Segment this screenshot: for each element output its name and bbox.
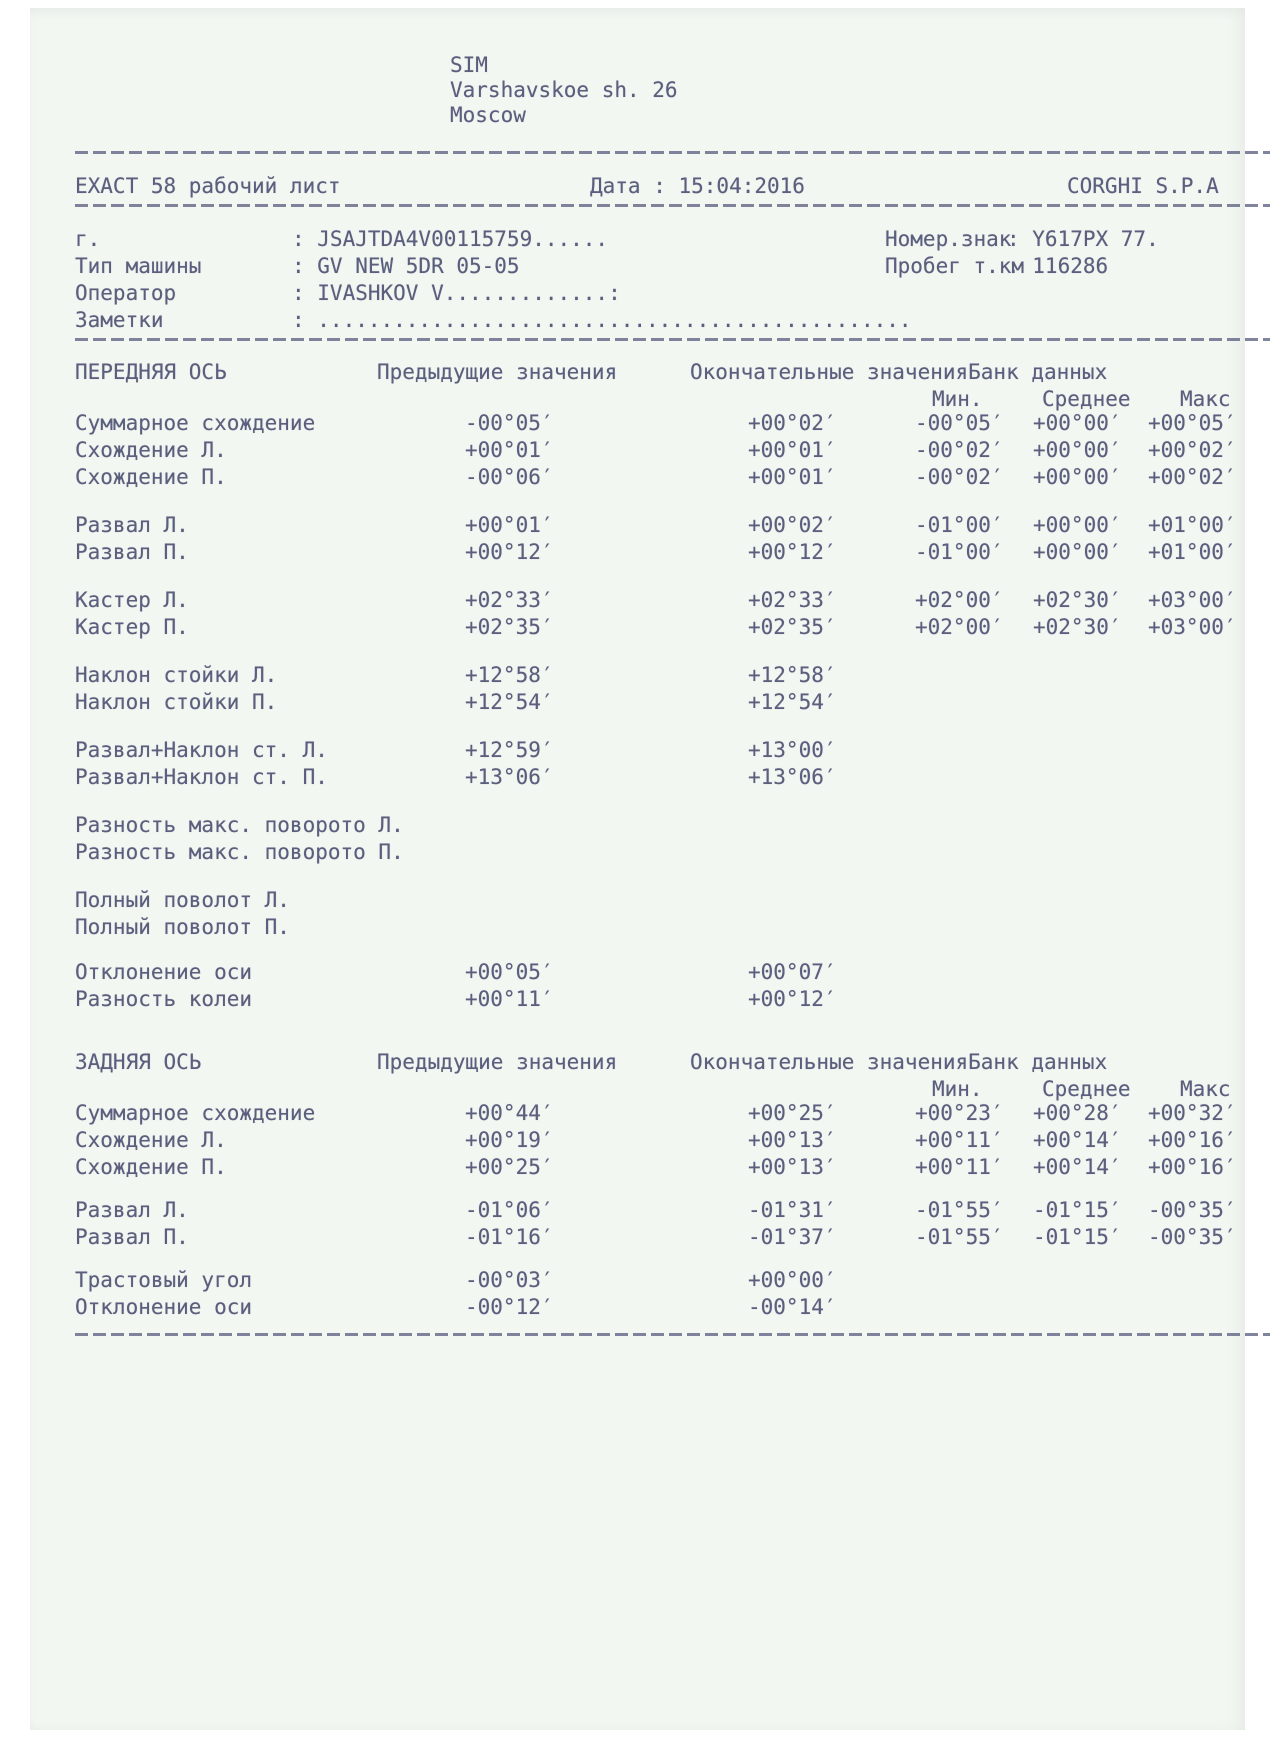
cell-prev: -01°06′ [465, 1198, 554, 1222]
front-axle-header [75, 360, 1245, 385]
cell-label: Развал П. [75, 540, 189, 564]
letterhead-address: Varshavskoe sh. 26 [450, 78, 678, 102]
table-row [75, 465, 1245, 490]
divider-line [75, 338, 1270, 341]
cell-label: Развал Л. [75, 513, 189, 537]
cell-label: Полный поволот П. [75, 915, 290, 939]
cell-avg: +00°28′ [1033, 1101, 1122, 1125]
cell-final: +00°01′ [748, 438, 837, 462]
mileage-label: Пробег т.км [885, 254, 1025, 278]
letterhead-city: Moscow [450, 103, 526, 127]
front-bank-subheader [75, 387, 1245, 412]
cell-final: +13°00′ [748, 738, 837, 762]
cell-prev: +00°11′ [465, 987, 554, 1011]
cell-prev: +00°44′ [465, 1101, 554, 1125]
cell-prev: +00°12′ [465, 540, 554, 564]
cell-final: +00°01′ [748, 465, 837, 489]
table-row [75, 840, 1245, 865]
cell-max: +00°05′ [1148, 411, 1237, 435]
cell-label: Отклонение оси [75, 960, 253, 984]
cell-avg: +00°00′ [1033, 411, 1122, 435]
cell-prev: -00°06′ [465, 465, 554, 489]
cell-label: Наклон стойки П. [75, 690, 278, 714]
table-row [75, 438, 1245, 463]
cell-final: +12°54′ [748, 690, 837, 714]
cell-max: -00°35′ [1148, 1225, 1237, 1249]
cell-max: +01°00′ [1148, 513, 1237, 537]
cell-final: +12°58′ [748, 663, 837, 687]
rear-axle-title: ЗАДНЯЯ ОСЬ [75, 1050, 202, 1074]
table-row [75, 588, 1245, 613]
cell-label: Трастовый угол [75, 1268, 253, 1292]
table-row [75, 411, 1245, 436]
cell-min: -01°00′ [915, 540, 1004, 564]
rear-bank-subheader [75, 1077, 1245, 1102]
cell-prev: +02°35′ [465, 615, 554, 639]
column-min: Мин. [932, 1077, 983, 1101]
cell-max: -00°35′ [1148, 1198, 1237, 1222]
divider-line [75, 204, 1270, 207]
cell-final: -01°37′ [748, 1225, 837, 1249]
cell-label: Кастер П. [75, 615, 189, 639]
table-row [75, 960, 1245, 985]
vehicle-row-type [75, 254, 1245, 279]
column-final-bank: Окончательные значенияБанк данных [690, 1050, 1108, 1074]
cell-prev: -01°16′ [465, 1225, 554, 1249]
cell-prev: +13°06′ [465, 765, 554, 789]
cell-final: +00°07′ [748, 960, 837, 984]
notes-value: : ............................................... [292, 308, 912, 332]
cell-min: +02°00′ [915, 588, 1004, 612]
table-row [75, 1198, 1245, 1223]
cell-avg: +00°00′ [1033, 540, 1122, 564]
cell-final: +00°12′ [748, 987, 837, 1011]
cell-label: Развал Л. [75, 1198, 189, 1222]
table-row [75, 915, 1245, 940]
cell-avg: -01°15′ [1033, 1225, 1122, 1249]
cell-final: -01°31′ [748, 1198, 837, 1222]
front-axle-title: ПЕРЕДНЯЯ ОСЬ [75, 360, 227, 384]
plate-label: Номер.знак [885, 227, 1012, 251]
divider-line [75, 151, 1270, 154]
cell-avg: +02°30′ [1033, 588, 1122, 612]
cell-prev: +00°25′ [465, 1155, 554, 1179]
cell-max: +00°02′ [1148, 438, 1237, 462]
column-final-bank: Окончательные значенияБанк данных [690, 360, 1108, 384]
cell-min: -01°55′ [915, 1225, 1004, 1249]
table-row [75, 1268, 1245, 1293]
cell-avg: +00°14′ [1033, 1128, 1122, 1152]
cell-label: Разность макс. поворото Л. [75, 813, 404, 837]
cell-prev: -00°03′ [465, 1268, 554, 1292]
cell-max: +00°16′ [1148, 1155, 1237, 1179]
notes-label: Заметки [75, 308, 164, 332]
cell-final: -00°14′ [748, 1295, 837, 1319]
operator-label: Оператор [75, 281, 177, 305]
cell-final: +02°35′ [748, 615, 837, 639]
document-title: EXACT 58 рабочий лист [75, 174, 341, 198]
cell-final: +00°13′ [748, 1155, 837, 1179]
cell-label: Полный поволот Л. [75, 888, 290, 912]
operator-value: : IVASHKOV V.............: [292, 281, 621, 305]
cell-prev: +00°01′ [465, 438, 554, 462]
column-prev-values: Предыдущие значения [377, 1050, 618, 1074]
brand-name: CORGHI S.P.A [1067, 174, 1219, 198]
column-avg: Среднее [1042, 387, 1131, 411]
column-min: Мин. [932, 387, 983, 411]
table-row [75, 987, 1245, 1012]
cell-avg: +00°00′ [1033, 465, 1122, 489]
table-row [75, 765, 1245, 790]
cell-label: Развал П. [75, 1225, 189, 1249]
table-row [75, 1128, 1245, 1153]
cell-label: Наклон стойки Л. [75, 663, 278, 687]
cell-label: Схождение П. [75, 465, 227, 489]
cell-min: -00°05′ [915, 411, 1004, 435]
machine-type-label: Тип машины [75, 254, 202, 278]
cell-min: -01°55′ [915, 1198, 1004, 1222]
table-row [75, 513, 1245, 538]
column-max: Макс [1180, 387, 1231, 411]
cell-prev: +00°19′ [465, 1128, 554, 1152]
column-avg: Среднее [1042, 1077, 1131, 1101]
cell-label: Схождение П. [75, 1155, 227, 1179]
divider-line [75, 1333, 1270, 1336]
cell-min: +00°11′ [915, 1128, 1004, 1152]
cell-max: +00°02′ [1148, 465, 1237, 489]
cell-label: Суммарное схождение [75, 1101, 316, 1125]
cell-avg: +00°00′ [1033, 438, 1122, 462]
cell-max: +00°32′ [1148, 1101, 1237, 1125]
cell-label: Кастер Л. [75, 588, 189, 612]
rear-axle-header [75, 1050, 1245, 1075]
cell-min: +02°00′ [915, 615, 1004, 639]
vehicle-row-notes [75, 308, 1245, 333]
cell-min: +00°11′ [915, 1155, 1004, 1179]
cell-avg: +02°30′ [1033, 615, 1122, 639]
cell-prev: +12°58′ [465, 663, 554, 687]
cell-prev: +12°54′ [465, 690, 554, 714]
cell-min: -00°02′ [915, 438, 1004, 462]
cell-label: Суммарное схождение [75, 411, 316, 435]
table-row [75, 540, 1245, 565]
cell-max: +03°00′ [1148, 615, 1237, 639]
table-row [75, 1295, 1245, 1320]
cell-final: +00°02′ [748, 411, 837, 435]
cell-avg: -01°15′ [1033, 1198, 1122, 1222]
table-row [75, 1225, 1245, 1250]
cell-avg: +00°14′ [1033, 1155, 1122, 1179]
cell-avg: +00°00′ [1033, 513, 1122, 537]
cell-label: Разность макс. поворото П. [75, 840, 404, 864]
cell-min: -01°00′ [915, 513, 1004, 537]
table-row [75, 615, 1245, 640]
cell-min: +00°23′ [915, 1101, 1004, 1125]
plate-value: : Y617PX 77. [1007, 227, 1159, 251]
cell-final: +00°12′ [748, 540, 837, 564]
table-row [75, 738, 1245, 763]
table-row [75, 1101, 1245, 1126]
cell-final: +00°25′ [748, 1101, 837, 1125]
cell-prev: +12°59′ [465, 738, 554, 762]
cell-max: +01°00′ [1148, 540, 1237, 564]
cell-prev: +00°05′ [465, 960, 554, 984]
cell-label: Развал+Наклон ст. Л. [75, 738, 328, 762]
column-max: Макс [1180, 1077, 1231, 1101]
cell-final: +02°33′ [748, 588, 837, 612]
cell-final: +00°13′ [748, 1128, 837, 1152]
cell-min: -00°02′ [915, 465, 1004, 489]
table-row [75, 1155, 1245, 1180]
cell-label: Схождение Л. [75, 438, 227, 462]
cell-max: +00°16′ [1148, 1128, 1237, 1152]
machine-type-value: : GV NEW 5DR 05-05 [292, 254, 520, 278]
cell-final: +00°00′ [748, 1268, 837, 1292]
cell-prev: -00°05′ [465, 411, 554, 435]
cell-label: Схождение Л. [75, 1128, 227, 1152]
table-row [75, 690, 1245, 715]
paper-sheet [30, 8, 1245, 1730]
cell-max: +03°00′ [1148, 588, 1237, 612]
table-row [75, 813, 1245, 838]
cell-label: Отклонение оси [75, 1295, 253, 1319]
document-date: Дата : 15:04:2016 [590, 174, 805, 198]
cell-label: Разность колеи [75, 987, 253, 1011]
vehicle-row-operator [75, 281, 1245, 306]
letterhead-company: SIM [450, 53, 488, 77]
cell-final: +13°06′ [748, 765, 837, 789]
mileage-value: : 116286 [1007, 254, 1109, 278]
cell-prev: -00°12′ [465, 1295, 554, 1319]
table-row [75, 663, 1245, 688]
cell-final: +00°02′ [748, 513, 837, 537]
cell-prev: +02°33′ [465, 588, 554, 612]
vehicle-row-vin [75, 227, 1245, 252]
cell-prev: +00°01′ [465, 513, 554, 537]
vin-value: : JSAJTDA4V00115759...... [292, 227, 609, 251]
title-row [75, 174, 1245, 199]
cell-label: Развал+Наклон ст. П. [75, 765, 328, 789]
column-prev-values: Предыдущие значения [377, 360, 618, 384]
vin-label: г. [75, 227, 101, 251]
table-row [75, 888, 1245, 913]
